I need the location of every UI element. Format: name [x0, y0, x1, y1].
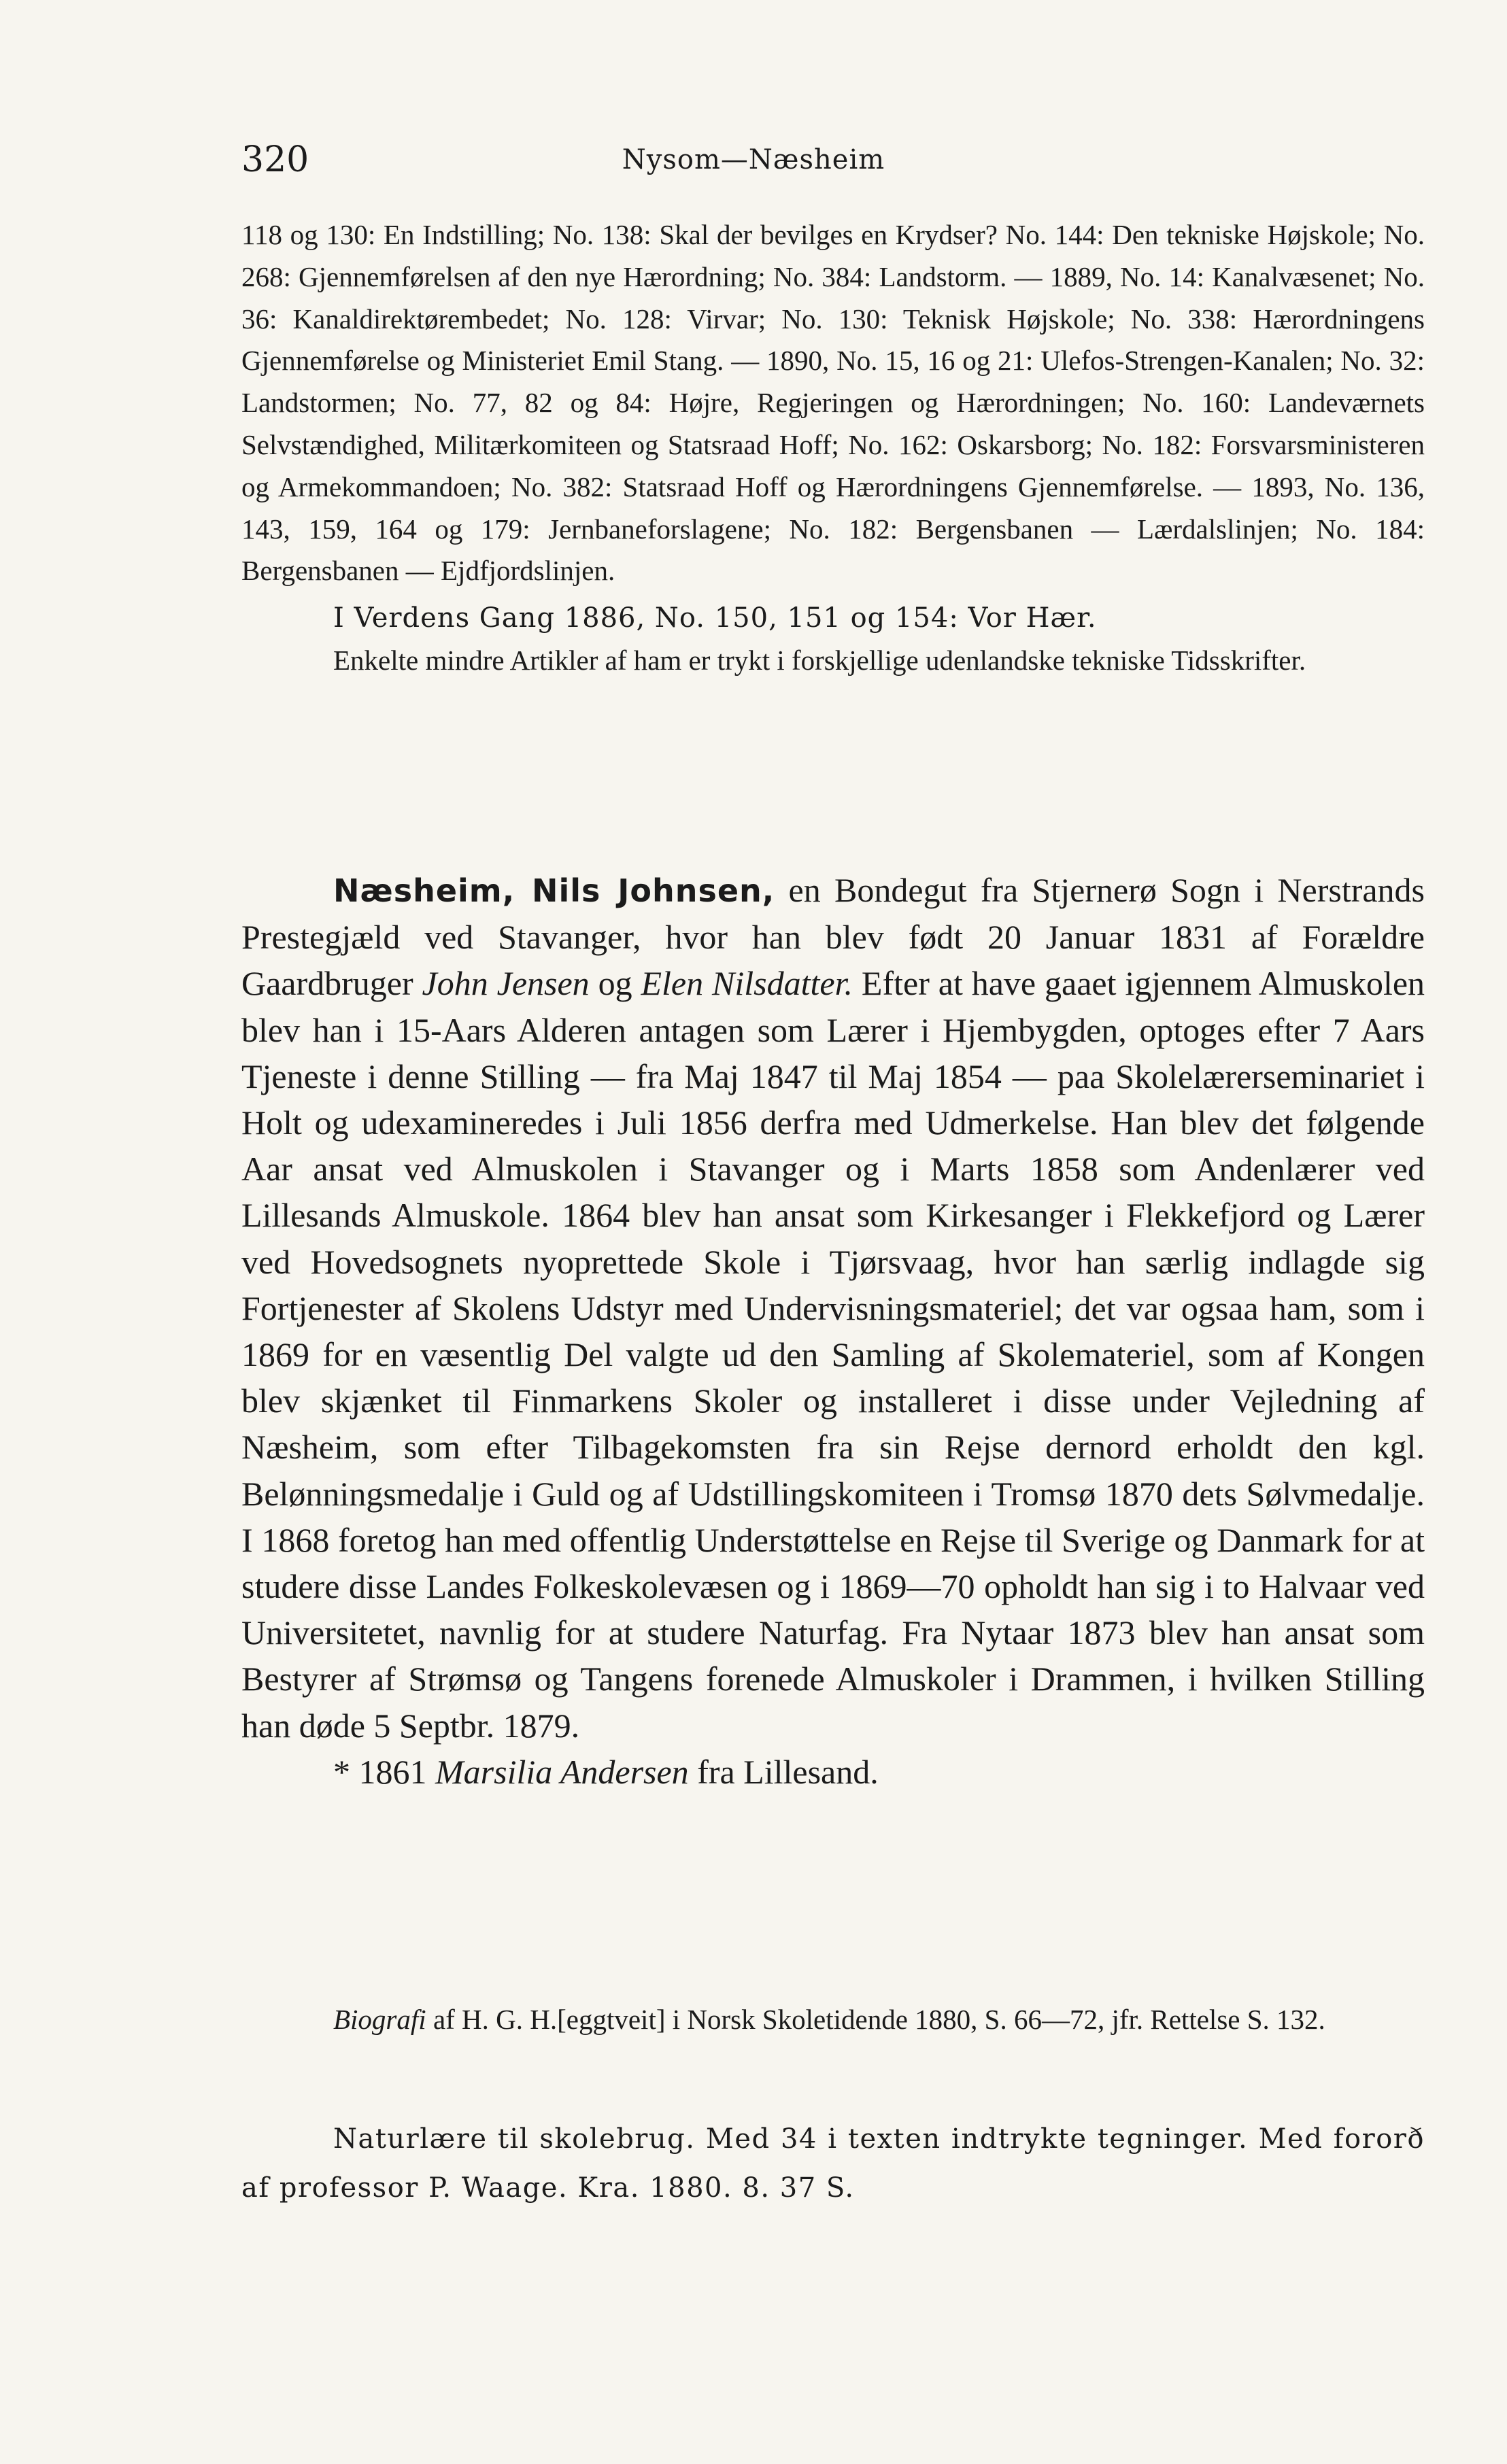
entry-spouse-line [241, 1749, 1425, 1795]
entry-body: Efter at have gaaet igjennem Almuskolen blev han i 15-Aars Alderen antagen som Lærer i Hjembygden, optoges efter 7 Aars Tjeneste i denne Stilling — fra Maj 1847 til Maj 1854 — paa Skolelærerseminariet i Holt og udexamineredes i Juli 1856 derfra med Udmerkelse. Han blev det følgende Aar ansat ved Almuskolen i Stavanger og i Marts 1858 som Andenlærer ved Lillesands Almuskole. 1864 blev han ansat som Kirkesanger i Flekkefjord og Lærer ved Hovedsognets nyoprettede Skole i Tjørsvaag, hvor han særlig indlagde sig Fortjenester af Skolens Udstyr med Undervisningsmateriel; det var ogsaa ham, som i 1869 for en væsentlig Del valgte ud den Samling af Skolemateriel, som af Kongen blev skjænket til Finmarkens Skoler og installeret i disse under Vejledning af Næsheim, som efter Tilbagekomsten fra sin Rejse dernord erholdt den kgl. Belønningsmedalje i Guld og af Udstillingskomiteen i Tromsø 1870 dets Sølvmedalje. I 1868 foretog han med offentlig Understøttelse en Rejse til Sverige og Danmark for at studere disse Landes Folkeskolevæsen og i 1869—70 opholdt han sig i to Halvaar ved Universitetet, navnlig for at studere Naturfag. Fra Nytaar 1873 blev han ansat som Bestyrer af Strømsø og Tangens forenede Almuskoler i Drammen, i hvilken Stilling han døde 5 Septbr. 1879. [241, 964, 1425, 1745]
works-item: Naturlære til skolebrug. Med 34 i texten indtrykte tegninger. Med fororð af professor P. Waage. Kra. 1880. 8. 37 S. [241, 2123, 1425, 2204]
biography-paragraph [241, 867, 1425, 1749]
entry-headword: Næsheim, Nils Johnsen, [333, 872, 775, 909]
entry-conjunction: og [598, 964, 632, 1003]
running-title: Nysom—Næsheim [622, 144, 885, 175]
page-number: 320 [241, 139, 309, 180]
biography-source [241, 1999, 1425, 2040]
biography-entry [241, 867, 1425, 1795]
previous-entry-reference: I Verdens Gang 1886, No. 150, 151 og 154: Vor Hær. [333, 602, 1097, 634]
spouse-prefix: * 1861 [333, 1752, 427, 1791]
spouse-name: Marsilia Andersen [435, 1752, 689, 1791]
source-paragraph [241, 1999, 1425, 2040]
source-text: af H. G. H.[eggtveit] i Norsk Skoletidende 1880, S. 66—72, jfr. Rettelse S. 132. [433, 2004, 1325, 2035]
previous-entry-continuation [241, 214, 1425, 682]
previous-entry-note: Enkelte mindre Artikler af ham er trykt i forskjellige udenlandske tekniske Tidsskrifter. [333, 644, 1306, 676]
source-label: Biografi [333, 2004, 426, 2035]
works-list [241, 2115, 1425, 2212]
previous-entry-bibliography: 118 og 130: En Indstilling; No. 138: Skal der bevilges en Krydser? No. 144: Den tekniske Højskole; No. 268: Gjennemførelsen af den nye Hærordning; No. 384: Landstorm. — 1889, No. 14: Kanalvæsenet; No. 36: Kanaldirektørembedet; No. 128: Virvar; No. 130: Teknisk Højskole; No. 338: Hærordningens Gjennemførelse og Ministeriet Emil Stang. — 1890, No. 15, 16 og 21: Ulefos-Strengen-Kanalen; No. 32: Landstormen; No. 77, 82 og 84: Højre, Regjeringen og Hærordningen; No. 160: Landeværnets Selvstændighed, Militærkomiteen og Statsraad Hoff; No. 162: Oskarsborg; No. 182: Forsvarsministeren og Armekommandoen; No. 382: Statsraad Hoff og Hærordningens Gjennemførelse. — 1893, No. 136, 143, 159, 164 og 179: Jernbaneforslagene; No. 182: Bergensbanen — Lærdalslinjen; No. 184: Bergensbanen — Ejdfjordslinjen. [241, 219, 1425, 587]
spouse-suffix: fra Lillesand. [697, 1752, 879, 1791]
entry-father-name: John Jensen [422, 964, 590, 1003]
entry-intro: en Bondegut fra Stjernerø Sogn i Nerstrands Prestegjæld ved Stavanger, hvor han blev født 20 Januar 1831 af Forældre Gaardbruger [241, 871, 1425, 1003]
entry-mother-name: Elen Nilsdatter. [641, 964, 853, 1003]
